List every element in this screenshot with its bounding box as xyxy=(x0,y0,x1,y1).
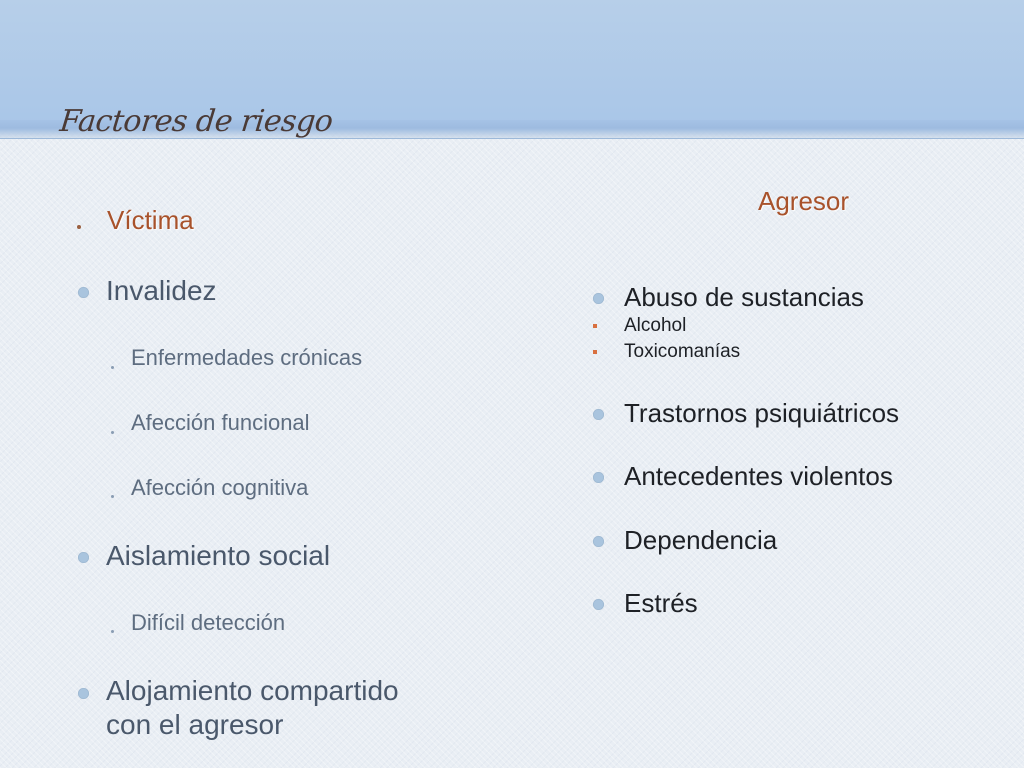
victim-subitem: Enfermedades crónicas xyxy=(131,345,363,370)
victim-heading: Víctima xyxy=(107,205,194,235)
victim-subitem: Afección cognitiva xyxy=(131,475,309,500)
bullet-icon xyxy=(78,287,89,298)
aggressor-item: Dependencia xyxy=(624,525,778,555)
sub-bullet-icon xyxy=(111,366,114,369)
victim-subitem: Difícil detección xyxy=(131,610,286,635)
bullet-icon xyxy=(593,599,604,610)
bullet-icon xyxy=(593,409,604,420)
slide-title: Factores de riesgo xyxy=(58,104,335,139)
victim-item-alojamiento-line2: con el agresor xyxy=(106,709,284,740)
sub-bullet-icon xyxy=(111,630,114,633)
bullet-icon xyxy=(78,552,89,563)
victim-item-invalidez: Invalidez xyxy=(106,275,217,306)
square-bullet-icon xyxy=(593,350,597,354)
bullet-icon xyxy=(593,536,604,547)
square-bullet-icon xyxy=(593,324,597,328)
aggressor-item: Abuso de sustancias xyxy=(624,282,864,312)
bullet-icon xyxy=(593,472,604,483)
aggressor-item: Antecedentes violentos xyxy=(624,461,893,491)
victim-item-aislamiento: Aislamiento social xyxy=(106,540,331,571)
aggressor-item: Trastornos psiquiátricos xyxy=(624,398,900,428)
aggressor-subitem: Alcohol xyxy=(624,315,687,336)
sub-bullet-icon xyxy=(111,431,114,434)
aggressor-item: Estrés xyxy=(624,588,698,618)
sub-bullet-icon xyxy=(111,495,114,498)
aggressor-subitem: Toxicomanías xyxy=(624,341,741,362)
victim-subitem: Afección funcional xyxy=(131,410,310,435)
victim-item-alojamiento-line1: Alojamiento compartido xyxy=(106,675,399,706)
bullet-icon xyxy=(593,293,604,304)
aggressor-heading: Agresor xyxy=(758,186,850,216)
bullet-icon xyxy=(78,688,89,699)
victim-heading-bullet-icon xyxy=(77,225,81,229)
